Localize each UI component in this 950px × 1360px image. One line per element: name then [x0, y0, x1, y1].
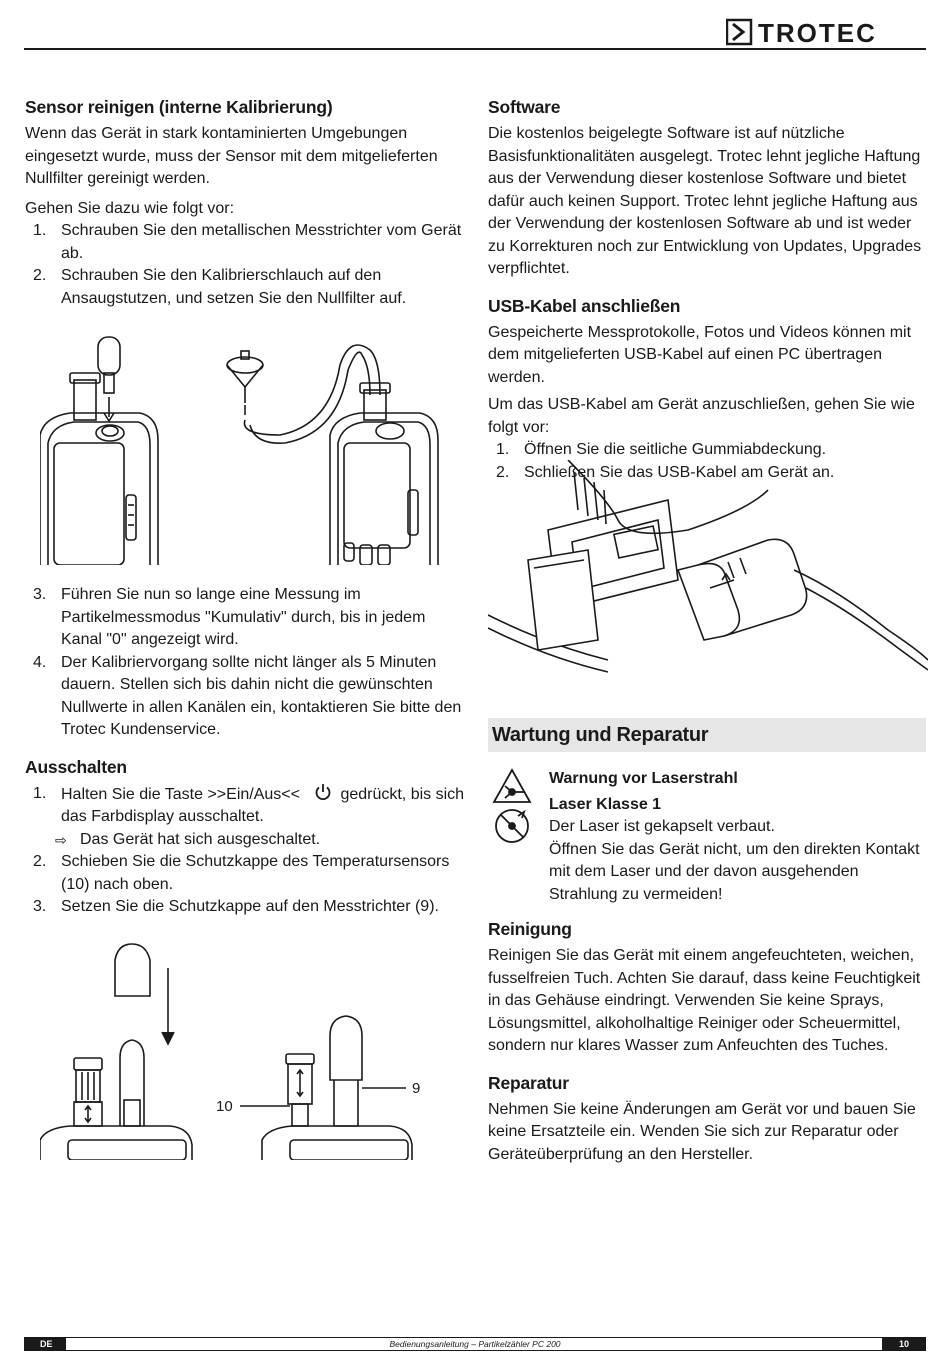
- footer-language: DE: [24, 1337, 66, 1351]
- sensor-intro: Wenn das Gerät in stark kontaminierten Umgebungen eingesetzt wurde, muss der Sensor mit dem mitgelieferten Nullfilter gereinigt werden.: [25, 125, 438, 187]
- warning-line-2: Öffnen Sie das Gerät nicht, um den direkten Kontakt mit dem Laser und der davon ausgehenden Strahlung zu vermeiden!: [549, 840, 920, 903]
- list-item: 1. Halten Sie die Taste >>Ein/Aus<< gedrückt, bis sich das Farbdisplay ausschaltet.: [33, 784, 465, 825]
- repair-text: Nehmen Sie keine Änderungen am Gerät vor und bauen Sie keine Ersatzteile ein. Wenden Sie sich zur Reparatur oder Geräteüberprüfung an den Hersteller.: [488, 1100, 916, 1163]
- usb-illustration: [488, 460, 928, 680]
- footer-document-title: Bedienungsanleitung – Partikelzähler PC 200: [389, 1339, 561, 1349]
- callout-label-10: 10: [216, 1098, 233, 1115]
- usb-text-2: Um das USB-Kabel am Gerät anzuschließen, gehen Sie wie folgt vor:: [488, 396, 915, 436]
- section-title-sensor: Sensor reinigen (interne Kalibrierung): [25, 97, 333, 117]
- section-title-repair: Reparatur: [488, 1072, 569, 1093]
- sensor-steps-a: [25, 220, 465, 310]
- list-item: 3. Setzen Sie die Schutzkappe auf den Messtrichter (9).: [33, 898, 439, 915]
- section-title-usb: USB-Kabel anschließen: [488, 295, 681, 316]
- section-bar-maintenance: [488, 718, 926, 752]
- cleaning-text: Reinigen Sie das Gerät mit einem angefeuchteten, weichen, fusselfreien Tuch. Achten Sie darauf, dass keine Feuchtigkeit in das Gehäuse eindringt. Verwenden Sie keine Sprays, Lösungsmittel, alkoholhaltige Reiniger oder Scheuermittel, sondern nur klares Wasser zum Anfeuchten des Tuches.: [488, 947, 921, 1054]
- calibration-illustration: [40, 325, 460, 565]
- trotec-logo: [726, 18, 926, 46]
- brand-name: TROTEC: [758, 18, 877, 46]
- list-item: 2. Schrauben Sie den Kalibrierschlauch auf den Ansaugstutzen, und setzen Sie den Nullfilter auf.: [33, 267, 407, 307]
- laser-warning-icon: [492, 768, 538, 848]
- warning-icons: [492, 768, 538, 853]
- laser-class: Laser Klasse 1: [549, 795, 662, 813]
- header-rule: [24, 48, 926, 50]
- section-title-cleaning: Reinigung: [488, 919, 572, 939]
- left-column-top: [25, 96, 465, 316]
- left-column-middle: [25, 584, 465, 925]
- list-item: 3. Führen Sie nun so lange eine Messung im Partikelmessmodus "Kumulativ" durch, bis in jedem Kanal "0" angezeigt wird.: [33, 586, 426, 648]
- footer-page-number: 10: [882, 1337, 926, 1351]
- warning-line-1: Der Laser ist gekapselt verbaut.: [549, 818, 775, 835]
- right-column-top: [488, 96, 928, 490]
- warning-title: Warnung vor Laserstrahl: [549, 770, 738, 787]
- usb-text-1: Gespeicherte Messprotokolle, Fotos und Videos können mit dem mitgelieferten USB-Kabel auf einen PC übertragen werden.: [488, 323, 912, 386]
- list-item: 1. Öffnen Sie die seitliche Gummiabdeckung.: [496, 441, 827, 458]
- power-icon: [314, 783, 332, 801]
- result-item: ⇨ Das Gerät hat sich ausgeschaltet.: [25, 829, 465, 852]
- software-text: Die kostenlos beigelegte Software ist auf nützliche Basisfunktionalitäten ausgelegt. Trotec lehnt jegliche Haftung aus der Verwendung dieser kostenlose Software und bietet dafür auch keinen Support. Trotec lehnt jegliche Haftung aus der Verwendung der kostenlosen Software ab und ist weder zu Korrekturen noch zur Entwicklung von Updates, Upgrades verpflichtet.: [488, 125, 922, 277]
- section-title-off: Ausschalten: [25, 756, 127, 777]
- callout-label-9: 9: [412, 1080, 421, 1097]
- list-item: 2. Schließen Sie das USB-Kabel am Gerät an.: [496, 463, 835, 481]
- sensor-steps-b: [25, 584, 465, 742]
- list-item: 2. Schieben Sie die Schutzkappe des Temperatursensors (10) nach oben.: [33, 853, 450, 893]
- right-column-bottom: [488, 918, 928, 1173]
- result-arrow-icon: ⇨: [55, 831, 67, 848]
- list-item: 1. Schrauben Sie den metallischen Messtrichter vom Gerät ab.: [33, 222, 462, 262]
- list-item: 4. Der Kalibriervorgang sollte nicht länger als 5 Minuten dauern. Stellen sich bis dahin nicht die gewünschten Nullwerte in allen Kanälen ein, kontaktieren Sie bitte den Trotec Kundenservice.: [33, 653, 462, 738]
- sensor-lead: Gehen Sie dazu wie folgt vor:: [25, 199, 235, 217]
- section-title-software: Software: [488, 97, 561, 117]
- page-footer: [24, 1337, 926, 1351]
- section-title-maintenance: Wartung und Reparatur: [492, 724, 709, 746]
- off-steps: [25, 783, 465, 919]
- protective-cap-illustration: [40, 940, 460, 1160]
